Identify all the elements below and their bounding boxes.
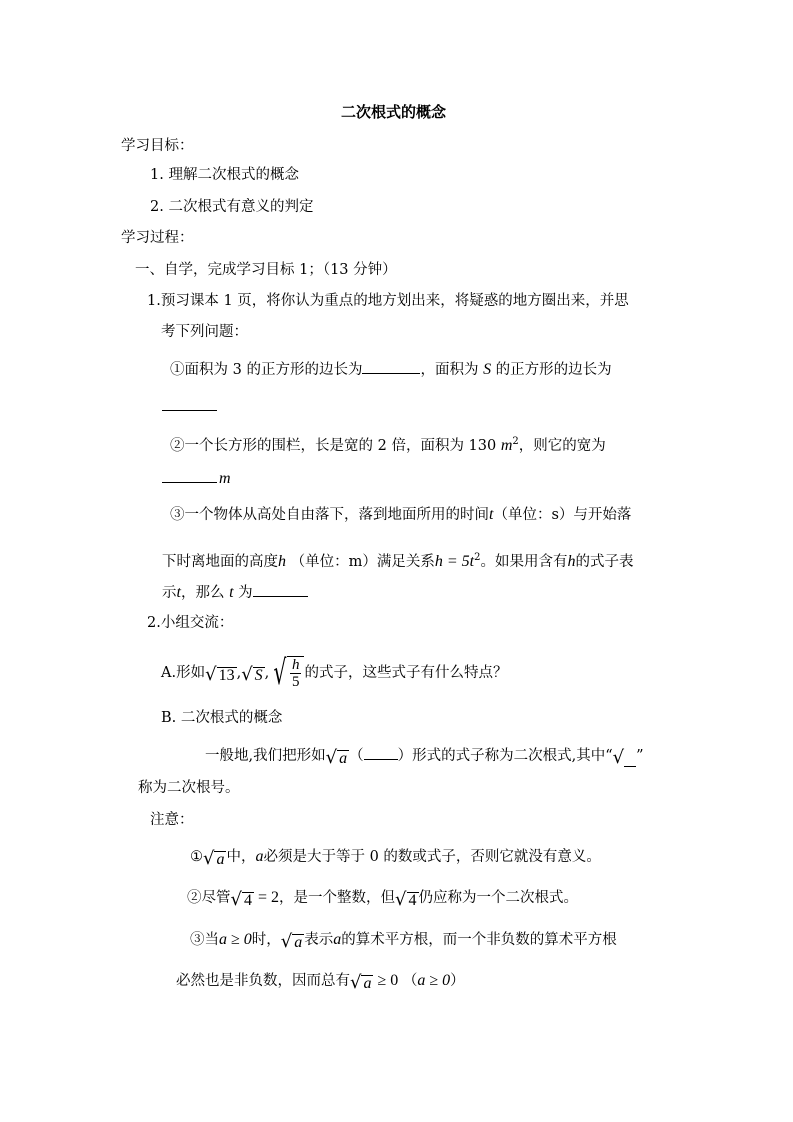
q3-text: 。如果用含有 [480,553,568,570]
sqrt-a: √ a [203,848,225,869]
q3-text: 示 [162,585,177,601]
part-a: A.形如 √ 13 , √ S , √ $\frac{h}{5}$ 的式子，这些式子有什么特点？ [161,653,508,693]
q1-text-c: 的正方形的边长为 [495,362,612,378]
answer-blank [162,468,217,483]
note-1: ① √ a 中，a必须是大于等于 0 的数或式子，否则它就没有意义。 [190,848,601,869]
q3-text: 为 [238,585,253,601]
section-1: 一、自学，完成学习目标 1；（13 分钟） [135,262,397,278]
def-text: 一般地,我们把形如 [205,748,326,764]
var-s: S [483,361,492,378]
condition: a ≥ 0 [417,972,451,989]
note-3-line-2: 必然也是非负数，因而总有 √ a ≥ 0 （a ≥ 0） [176,972,465,993]
definition-line-2: 称为二次根号。 [138,780,240,796]
unit-m: m [219,470,231,487]
sqrt-a: √ a [350,972,372,993]
sqrt-h-over-5: √ $\frac{h}{5}$ [269,656,304,690]
exponent: 2 [474,552,481,563]
q1-answer-line [162,396,217,417]
def-text: ）形式的式子称为二次根式,其中“ [397,748,613,764]
var-h: h [567,552,576,570]
item-1-line-1: 1.预习课本 1 页，将你认为重点的地方划出来，将疑惑的地方圈出来，并思 [147,293,629,309]
goal-2: 2. 二次根式有意义的判定 [150,199,314,215]
process-heading: 学习过程： [121,230,194,246]
question-3-line-1 [170,505,631,525]
var-t: t [176,584,181,601]
part-a-suffix: 的式子，这些式子有什么特点？ [304,665,508,681]
part-b-heading: B. 二次根式的概念 [161,710,283,726]
sqrt-4: √ 4 [395,889,417,910]
item-2: 2.小组交流： [147,615,234,631]
q2-answer-line [162,468,231,489]
question-1 [170,359,612,380]
sqrt-a: √ a [325,747,348,768]
def-text: ” [636,748,644,764]
q3-text: 下时离地面的高度 [162,553,278,570]
sqrt-13: √ 13 [205,664,235,685]
answer-blank [253,582,308,597]
var-t: t [229,584,234,601]
note-heading: 注意： [150,812,194,828]
sqrt-a: √ a [280,931,303,952]
exponent: 2 [512,436,519,447]
question-3-line-3 [162,582,308,603]
definition-line-1 [205,745,644,767]
q1-text-b: ，面积为 [420,362,479,378]
q3-text: ，那么 [180,585,225,601]
question-2 [170,432,606,456]
var-h: h [278,552,286,570]
q3-text: （单位：m）满足关系 [290,553,435,570]
q3-text: ③一个物体从高处自由落下，落到地面所用的时间 [170,507,489,523]
goal-1: 1. 理解二次根式的概念 [150,167,299,183]
answer-blank [364,745,398,760]
var-a: a [333,931,342,948]
var-t: t [489,506,494,523]
page-title: 二次根式的概念 [341,103,447,121]
answer-blank [162,396,217,411]
question-3-line-2 [162,548,633,572]
sqrt-4: √ 4 [230,889,252,910]
sqrt-s: √ S [241,664,263,685]
answer-blank [362,359,420,374]
item-1-line-2: 考下列问题： [161,324,248,340]
q2-text-a: ②一个长方形的围栏，长是宽的 2 倍，面积为 130 [170,437,497,454]
def-text: （ [349,748,364,764]
q2-text-b: ，则它的宽为 [518,437,606,454]
part-a-prefix: A.形如 [161,665,206,681]
q1-text-a: ①面积为 3 的正方形的边长为 [170,362,363,378]
formula: h = 5t [434,552,475,570]
condition: a ≥ 0 [219,931,252,948]
q3-text: （单位：s）与开始落 [493,507,632,523]
note-3-line-1: ③当a ≥ 0时， √ a 表示a的算术平方根，而一个非负数的算术平方根 [190,931,617,952]
unit-m: m [500,436,513,454]
note-2: ②尽管 √ 4 = 2，是一个整数，但 √ 4 仍应称为一个二次根式。 [187,889,578,910]
var-a: a [255,848,264,865]
radical-sign: √ [613,749,636,767]
q3-text: 的式子表 [575,553,634,570]
goals-heading: 学习目标： [121,138,194,154]
